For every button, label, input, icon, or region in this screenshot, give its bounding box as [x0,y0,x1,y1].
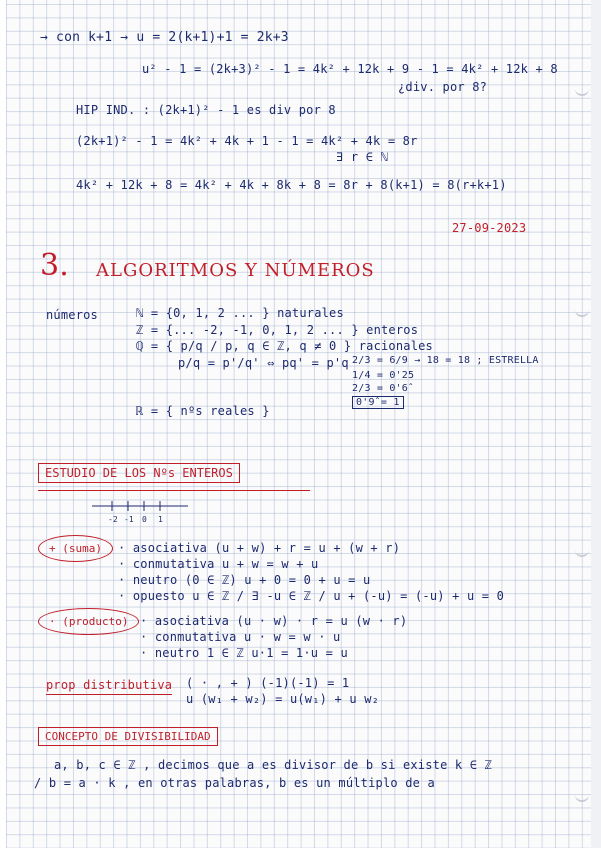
suma-opuesto: · opuesto u ∈ ℤ / ∃ -u ∈ ℤ / u + (-u) = (-u) + u = 0 [118,589,505,603]
proof-line-4: (2k+1)² - 1 = 4k² + 4k + 1 - 1 = 4k² + 4k = 8r [76,134,418,148]
date: 27-09-2023 [452,221,527,235]
divisibilidad-line-1: a, b, c ∈ ℤ , decimos que a es divisor de b si existe k ∈ ℤ [54,758,493,772]
proof-line-2-note: ¿div. por 8? [398,80,488,94]
axis-tick-neg2: -2 [108,515,118,524]
suma-label-oval: + (suma) [38,535,113,562]
producto-neutro: · neutro 1 ∈ ℤ u·1 = 1·u = u [140,646,348,660]
divisibilidad-title-box: CONCEPTO DE DIVISIBILIDAD [38,727,218,746]
page-left-edge [0,0,6,848]
section-title: ALGORITMOS Y NÚMEROS [96,260,375,281]
section-number: 3. [40,248,70,283]
suma-asociativa: · asociativa (u + w) + r = u + (w + r) [118,541,401,555]
estudio-underline [38,490,310,491]
example-point-nine: 0'9̂ = 1 [352,397,404,408]
binder-hole [575,84,589,96]
distributiva-line-1: ( · , + ) (-1)(-1) = 1 [186,676,350,690]
producto-conmutativa: · conmutativa u · w = w · u [140,630,341,644]
distributiva-line-2: u (w₁ + w₂) = u(w₁) + u w₂ [186,692,380,706]
axis-tick-zero: 0 [142,515,147,524]
axis-tick-one: 1 [158,515,163,524]
proof-line-1: → con k+1 → u = 2(k+1)+1 = 2k+3 [40,30,289,45]
suma-neutro: · neutro (0 ∈ ℤ) u + 0 = 0 + u = u [118,573,371,587]
example-quarter: 1/4 = 0'25 [352,370,415,381]
binder-hole [575,305,589,317]
binder-hole [575,790,589,802]
producto-label-oval: · (producto) [38,608,139,635]
number-line [88,496,208,526]
rational-equivalence: p/q = p'/q' ⇔ pq' = p'q [178,356,349,370]
reales-line: ℝ = { nºs reales } [136,404,270,418]
example-estrella: 2/3 = 6/9 → 18 = 18 ; ESTRELLA [352,355,539,366]
producto-asociativa: · asociativa (u · w) · r = u (w · r) [140,614,408,628]
numbers-label: números [46,308,98,322]
naturales-line: ℕ = {0, 1, 2 ... } naturales [136,306,344,320]
proof-line-2: u² - 1 = (2k+3)² - 1 = 4k² + 12k + 9 - 1 = 4k² + 12k + 8 [142,62,558,76]
divisibilidad-line-2: / b = a · k , en otras palabras, b es un múltiplo de a [34,776,435,790]
binder-hole [575,545,589,557]
estudio-title-box: ESTUDIO DE LOS Nºs ENTEROS [38,463,240,483]
distributiva-label: prop distributiva [46,678,173,692]
axis-tick-neg1: -1 [124,515,134,524]
distributiva-underline [46,694,172,695]
example-two-thirds: 2/3 = 0'6̂ [352,383,408,394]
enteros-line: ℤ = {... -2, -1, 0, 1, 2 ... } enteros [136,323,419,337]
proof-line-4-note: ∃ r ∈ ℕ [336,150,388,164]
page-right-edge [591,0,601,848]
proof-line-3: HIP IND. : (2k+1)² - 1 es div por 8 [76,103,336,117]
racionales-line: ℚ = { p/q / p, q ∈ ℤ, q ≠ 0 } racionales [136,339,433,353]
suma-conmutativa: · conmutativa u + w = w + u [118,557,319,571]
proof-line-5: 4k² + 12k + 8 = 4k² + 4k + 8k + 8 = 8r + 8(k+1) = 8(r+k+1) [76,178,507,192]
